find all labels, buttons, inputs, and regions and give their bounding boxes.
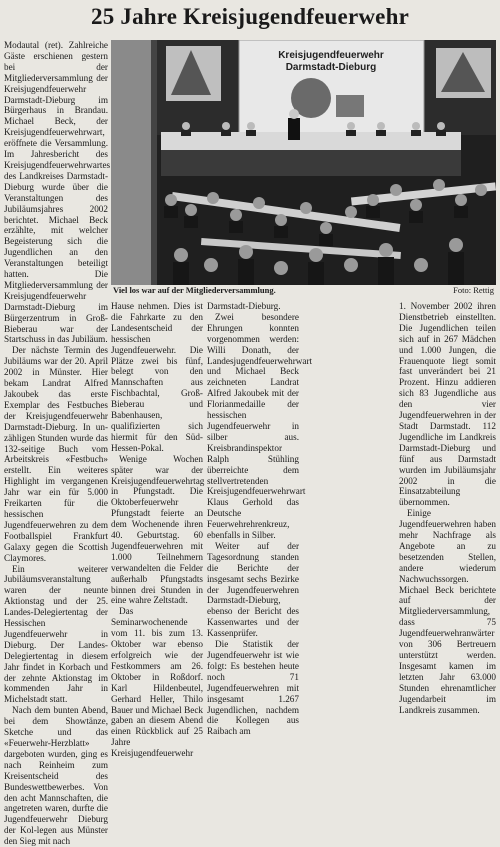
- article-column-3: [207, 301, 313, 737]
- paragraph: Einige Jugendfeuerwehren haben mehr Nachfrage als Angebote an zu besetzenden Stellen, andere wiederum Nachwuchssorgen. Michael Beck berichtete auf der Mitgliederversammlung, dass 75 Jugendfeuerwehranwärter von 306 Bertreuern unterstützt werden. Insgesamt kamen im letzten Jahr 63.000 Stunden ehrenamtlicher Jugendarbeit im Landkreis zusammen.: [399, 508, 496, 715]
- paragraph: Ein weiterer Jubiläumsveranstaltung waren der neunte Aktionstag und der 25. Landes-Delegiertentag der Hessischen Jugendfeuerwehr in Dieburg. Der Landes-Delegiertentag in diesem Jahr findet in Korbach und der zehnte Aktionstag im kommenden Jahr in Michelstadt statt.: [4, 563, 108, 705]
- paragraph: Zwei besondere Ehrungen konnten vorgenommen werden: Willi Donath, der Landesjugendfeuerwehrwart und Michael Beck zeichneten Landrat Alfred Jakoubek mit der Florianmedaille der hessischen Jugendfeuerwehr in silber aus. Kreisbrandinspektor Ralph Stühling überreichte dem stellvertretenden Kreisjugendfeuerwehrwart Klaus Gerhold das Deutsche Feuerwehrehrenkreuz, ebenfalls in Silber.: [207, 311, 313, 541]
- photo-caption: Viel los war auf der Mitgliederversammlung.: [113, 285, 276, 295]
- paragraph: Darmstadt-Dieburg.: [207, 301, 281, 311]
- paragraph: Modautal (ret). Zahlreiche Gäste erschienen gestern bei der Mitgliederversammlung der Kreisjugendfeuerwehr Darmstadt-Dieburg im Bürgerhaus in Brandau. Michael Beck, der Kreisjugendfeuerwehrwart, eröffnete die Versammlung. Im Jahresbericht des Kreisjugendfeuerwehrwartes des Landkreises Darmstadt-Dieburg wurde über die Veranstaltungen des Jubiläumsjahres 2002 berichtet. Michael Beck erzählte, mit welcher Begeisterung sich die Jugendlichen an den Veranstaltungen beteiligt hatten. Die Mitgliederversammlung der Kreisjugendfeuerwehr Darmstadt-Dieburg im Bürgerzentrum in Groß-Bieberau war der Startschuss in das Jubiläum.: [4, 40, 111, 345]
- paragraph: Das Seminarwochenende vom 11. bis zum 13. Oktober war ebenso erfolgreich wie der Festkommers am 26. Oktober in Roßdorf. Karl Hildenbeutel, Gerhard Heller, Thilo Bauer und Michael Beck gaben an diesem Abend einen Rückblick auf 25 Jahre Kreisjugendfeuerwehr: [111, 606, 203, 759]
- banner-subtitle: Darmstadt-Dieburg: [285, 62, 377, 73]
- page-headline: 25 Jahre Kreisjugendfeuerwehr: [91, 4, 409, 29]
- paragraph: 1. November 2002 ihren Dienstbetrieb einstellten. Die Jugendlichen teilen sich auf in 267 Mädchen und 1.000 Jungen, die Frauenquote liegt somit fast unverändert bei 21 Prozent. Hinzu addieren sich 83 Jugendliche aus den vier Jugendfeuerwehren in der Stadt Darmstadt. 112 Jugendliche im Landkreis Darmstadt-Dieburg und fünf aus Darmstadt wurden im Jubiläumsjahr 2002 in die Einsatzabteilung übernommen.: [399, 301, 496, 508]
- meeting-photo: [111, 40, 496, 285]
- photo-caption-bar: [111, 285, 496, 297]
- paragraph: Weiter auf der Tagesordnung standen die Berichte der insgesamt sechs Bezirke der Jugendfeuerwehren Darmstadt-Dieburg, ebenso der Bericht des Kassenwartes und der Kassenprüfer.: [207, 540, 299, 639]
- banner-title: Kreisjugendfeuerwehr: [278, 50, 384, 61]
- paragraph: Wenige Wochen später war der Kreisjugendfeuerwehrtag in Pfungstadt. Die Oktoberfeuerwehr Pfungstadt feierte an dem Wochenende ihren 40. Geburtstag. 60 Jugendfeuerwehren mit 1.000 Teilnehmern verwandelten die Felder außerhalb Pfungstadts binnen drei Stunden in eine wahre Zeltstadt.: [111, 453, 205, 606]
- paragraph: Nach dem bunten Abend, bei dem Showtänze, Sketche und das «Feuerwehr-Herzblatt» dargeboten wurden, ging es nach Reinheim zum Kreisentscheid des Bundeswettbewerbes. Von den acht Mannschaften, die angetreten waren, durfte die Jugendfeuerwehr Dieburg der Kol-legen aus Münster den Sieg mit nach: [4, 705, 108, 847]
- article-column-2: [111, 301, 203, 759]
- paragraph: Die Statistik der Jugendfeuerwehr ist wie folgt: Es bestehen heute noch 71 Jugendfeuerwehren mit insgesamt 1.267 Jugendlichen, nachdem die Kollegen aus Raibach am: [207, 639, 299, 737]
- article-column-4: [399, 301, 496, 715]
- photo-credit: Foto: Rettig: [453, 285, 494, 295]
- paragraph: Der nächste Termin des Jubiläums war der 20. April 2002 in Münster. Hier bekam Landrat Alfred Jakoubek das erste Exemplar des Festbuches der Kreisjugendfeuerwehr Darmstadt-Dieburg. In un-zähligen Stunden wurde das 132-seitige Buch vom Arbeitskreis «Festbuch» erstellt. Ein weiteres Highlight im vergangenen Jahr war ein für 5.000 Freikarten für die hessischen Jugendfeuerwehren zu dem Footballspiel Frankfurt Galaxy gegen die Scottish Claymores.: [4, 345, 108, 563]
- paragraph: Hause nehmen. Dies ist die Fahrkarte zu den Landesentscheid der hessischen Jugendfeuerwehr. Die Plätze zwei bis fünf, belegt von den Mannschaften aus Fischbachtal, Groß-Bieberau und Babenhausen, qualifizierten sich hiermit für den Süd-Hessen-Pokal.: [111, 301, 203, 453]
- article-column-left: [4, 40, 111, 847]
